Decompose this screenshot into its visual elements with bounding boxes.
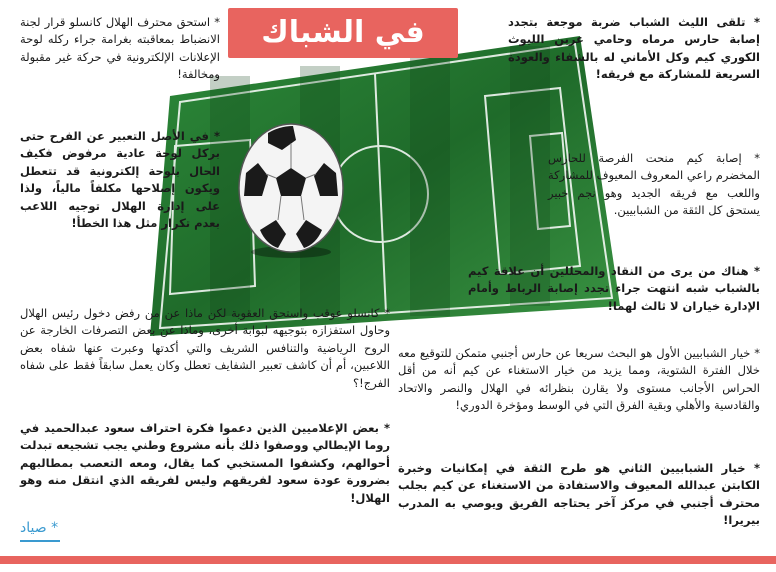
left-item-2: [20, 128, 220, 232]
soccer-ball-image: [238, 118, 344, 258]
signature-name: صياد: [20, 520, 47, 536]
right-item-2-text: * إصابة كيم منحت الفرصة للحارس المخضرم راعي المعروف المعيوف للمشاركة واللعب مع فريقه الجديد وهو نجم خبير يستحق كل الثقة من الشبابيين.: [548, 151, 760, 218]
right-item-5-text: * خيار الشبابيين الثاني هو طرح الثقة في إمكانيات وخبرة الكابتن عبدالله المعيوف والاستفادة من الاستغناء عن كيم بجلب محترف أجنبي في مركز آخر يحتاجه الفريق ويوصي به المدرب بيريرا!: [398, 461, 760, 528]
footer-accent-bar: [0, 556, 776, 564]
left-item-2-text: * في الأصل التعبير عن الفرح حتى بركل لوحة عادية مرفوض فكيف الحال بلوحة إلكترونية قد تتعطل ويكون إصلاحها مكلفاً مالياً، ولذا على إدارة الهلال توجيه اللاعب بعدم تكرار مثل هذا الخطأ!: [20, 129, 220, 231]
left-item-1-text: * استحق محترف الهلال كانسلو قرار لجنة الانضباط بمعاقبته بغرامة جراء ركله لوحة الإعلانات الإلكترونية في حركة غير مقبولة ومخالفة!: [20, 15, 220, 82]
left-item-4-text: * بعض الإعلاميين الذين دعموا فكرة احتراف سعود عبدالحميد في روما الإيطالي ووصفوا ذلك بأنه مشروع وطني يجب تشجيعه تبدلت أحوالهم، وكشفوا المستخبي كما يقال، ومعه التعصب بمطالبهم بضرورة عودة سعود لفريقهم وليس لفريقه الذي انتقل منه وهو الهلال!: [20, 421, 390, 505]
right-item-1: [508, 14, 760, 84]
section-title-banner: في الشباك: [228, 8, 458, 58]
left-item-1: [20, 14, 220, 84]
signature-mark: *: [51, 520, 59, 536]
right-item-3-text: * هناك من يرى من النقاد والمحللين أن علاقة كيم بالشباب شبه انتهت جراء تجدد إصابة الرباط وأمام الإدارة خياران لا ثالث لهما!: [468, 264, 760, 313]
left-item-4: [20, 420, 390, 507]
right-item-4-text: * خيار الشبابيين الأول هو البحث سريعا عن حارس أجنبي متمكن للتوقيع معه خلال الفترة الشتوية، ومما يزيد من خيار الاستغناء عن كيم أنه من أقل الحراس الأجانب مستوى ولا يقارن بنظرائه في الهلال والنصر والاتحاد والقادسية والأهلي وبقية الفرق التي في الوسط ومؤخرة الدوري!: [398, 346, 760, 413]
left-item-3-text: * كانسلو عوقب واستحق العقوبة لكن ماذا عن من رفض دخول رئيس الهلال وحاول استفزازه بتوجيهه لبوابة أخرى، وماذا عن بعض التصرفات الخارجة عن الروح الرياضية والتنافس الشريف والتي أكدتها وعبرت عنها شفاه بعض اللاعبين، أم أن كاشف تعبير الشفايف تعطل وكان يعمل سابقاً فقط على شفاه الفرج!؟: [20, 306, 390, 390]
signature-underline: [20, 540, 60, 542]
right-item-1-text: * تلقى الليث الشباب ضربة موجعة بتجدد إصابة حارس مرماه وحامي عرين الليوث الكوري كيم وكل الأماني له بالشفاء والعودة السريعة للمشاركة مع فريقه!: [508, 15, 760, 82]
right-item-4: [398, 345, 760, 415]
right-item-2: [548, 150, 760, 220]
author-signature: [20, 520, 58, 536]
right-item-5: [398, 460, 760, 530]
right-item-3: [468, 263, 760, 315]
left-item-3: [20, 305, 390, 392]
